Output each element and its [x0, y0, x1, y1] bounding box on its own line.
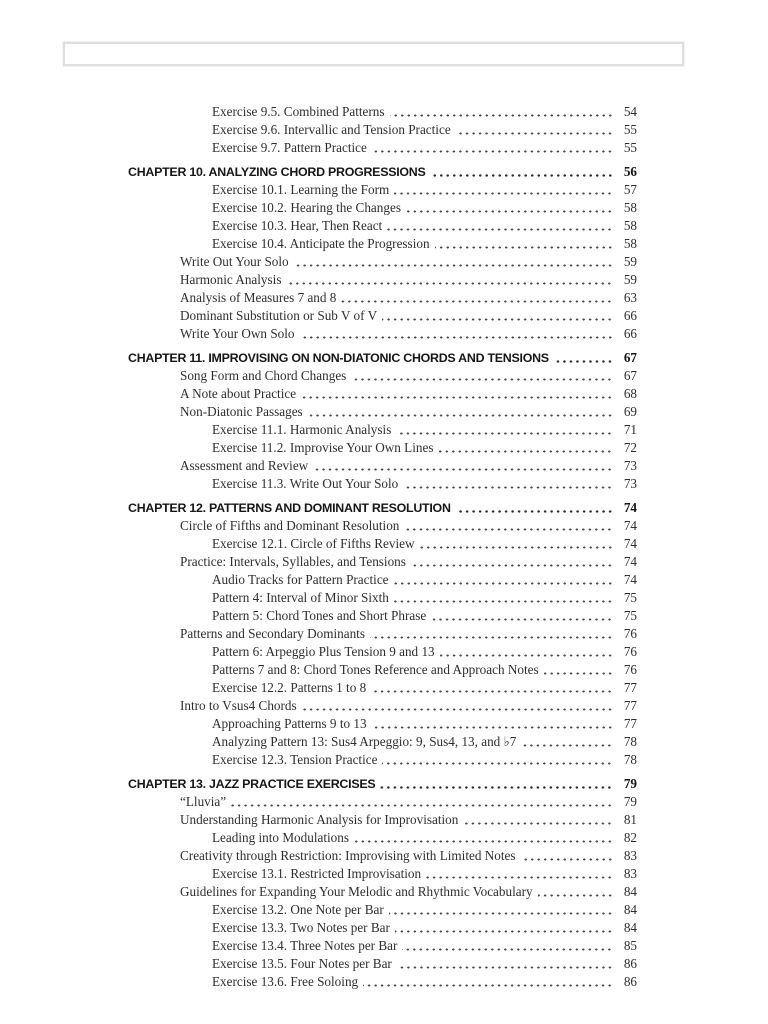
- toc-entry-page: 86: [623, 974, 637, 989]
- toc-chapter-row: [128, 349, 637, 367]
- toc-entry-page: 75: [623, 608, 637, 623]
- toc-entry-page: 74: [623, 500, 637, 515]
- toc-entry-row: [128, 271, 637, 289]
- toc-entry-label: Exercise 12.3. Tension Practice: [212, 752, 378, 767]
- dot-leader: [426, 865, 613, 883]
- dot-leader: [351, 367, 613, 385]
- toc-entry-row: [128, 217, 637, 235]
- toc-entry-page: 78: [623, 734, 637, 749]
- toc-entry-page: 68: [623, 386, 637, 401]
- dot-leader: [404, 517, 613, 535]
- toc-entry-row: [128, 811, 637, 829]
- dot-leader: [394, 181, 613, 199]
- toc-entry-page: 73: [623, 458, 637, 473]
- toc-entry-label: Exercise 12.1. Circle of Fifths Review: [212, 536, 415, 551]
- toc-entry-label: Exercise 13.5. Four Notes per Bar: [212, 956, 392, 971]
- toc-entry-row: [128, 253, 637, 271]
- dot-leader: [231, 793, 613, 811]
- toc-entry-label: Exercise 12.2. Patterns 1 to 8: [212, 680, 367, 695]
- dot-leader: [463, 811, 613, 829]
- dot-leader: [554, 349, 613, 367]
- toc-entry-page: 58: [623, 200, 637, 215]
- dot-leader: [538, 883, 613, 901]
- toc-chapter-row: [128, 775, 637, 793]
- dot-leader: [397, 955, 613, 973]
- toc-entry-row: [128, 865, 637, 883]
- dot-leader: [435, 235, 613, 253]
- toc-entry-row: [128, 385, 637, 403]
- dot-leader: [302, 697, 613, 715]
- toc-entry-row: [128, 661, 637, 679]
- toc-entry-label: A Note about Practice: [180, 386, 297, 401]
- dot-leader: [370, 625, 613, 643]
- toc-entry-row: [128, 235, 637, 253]
- dot-leader: [300, 325, 614, 343]
- dot-leader: [382, 307, 613, 325]
- toc-entry-row: [128, 751, 637, 769]
- toc-entry-page: 79: [623, 776, 637, 791]
- toc-entry-row: [128, 571, 637, 589]
- dot-leader: [396, 421, 613, 439]
- dot-leader: [372, 139, 613, 157]
- toc-entry-row: [128, 181, 637, 199]
- toc-entry-page: 84: [623, 902, 637, 917]
- toc-entry-label: Exercise 11.3. Write Out Your Solo: [212, 476, 399, 491]
- dot-leader: [382, 751, 613, 769]
- toc-entry-label: Understanding Harmonic Analysis for Improvisation: [180, 812, 459, 827]
- toc-entry-page: 76: [623, 662, 637, 677]
- toc-entry-row: [128, 901, 637, 919]
- toc-entry-page: 56: [623, 164, 637, 179]
- toc-entry-label: Leading into Modulations: [212, 830, 349, 845]
- dot-leader: [431, 607, 613, 625]
- dot-leader: [438, 439, 613, 457]
- dot-leader: [456, 121, 613, 139]
- toc-entry-label: Exercise 11.2. Improvise Your Own Lines: [212, 440, 434, 455]
- toc-entry-page: 79: [623, 794, 637, 809]
- dot-leader: [521, 847, 613, 865]
- toc-entry-row: [128, 715, 637, 733]
- toc-entry-label: Exercise 9.7. Pattern Practice: [212, 140, 367, 155]
- toc-entry-page: 74: [623, 518, 637, 533]
- toc-entry-label: Patterns and Secondary Dominants: [180, 626, 365, 641]
- toc-entry-label: Practice: Intervals, Syllables, and Tensions: [180, 554, 406, 569]
- dot-leader: [363, 973, 613, 991]
- toc-entry-page: 84: [623, 920, 637, 935]
- toc-entry-page: 54: [623, 104, 637, 119]
- dot-leader: [387, 217, 613, 235]
- dot-leader: [313, 457, 613, 475]
- toc-entry-row: [128, 919, 637, 937]
- toc-entry-row: [128, 937, 637, 955]
- toc-entry-page: 84: [623, 884, 637, 899]
- dot-leader: [394, 571, 613, 589]
- dot-leader: [354, 829, 613, 847]
- toc-entry-label: Exercise 13.1. Restricted Improvisation: [212, 866, 422, 881]
- toc-entry-row: [128, 439, 637, 457]
- toc-entry-page: 86: [623, 956, 637, 971]
- toc-entry-row: [128, 643, 637, 661]
- dot-leader: [301, 385, 613, 403]
- toc-entry-row: [128, 403, 637, 421]
- toc-entry-page: 69: [623, 404, 637, 419]
- toc-entry-row: [128, 139, 637, 157]
- empty-text-box[interactable]: [63, 42, 684, 66]
- toc-entry-label: Exercise 10.4. Anticipate the Progression: [212, 236, 430, 251]
- toc-entry-label: Analyzing Pattern 13: Sus4 Arpeggio: 9, Sus4, 13, and ♭7: [212, 734, 517, 749]
- toc-entry-row: [128, 367, 637, 385]
- toc-entry-row: [128, 307, 637, 325]
- toc-entry-row: [128, 121, 637, 139]
- toc-entry-page: 55: [623, 140, 637, 155]
- dot-leader: [411, 553, 613, 571]
- table-of-contents: [128, 103, 637, 991]
- toc-entry-page: 57: [623, 182, 637, 197]
- toc-entry-page: 58: [623, 236, 637, 251]
- toc-entry-page: 81: [623, 812, 637, 827]
- toc-entry-page: 74: [623, 554, 637, 569]
- toc-entry-label: Analysis of Measures 7 and 8: [180, 290, 337, 305]
- toc-entry-label: Intro to Vsus4 Chords: [180, 698, 297, 713]
- toc-entry-page: 75: [623, 590, 637, 605]
- toc-entry-label: Non-Diatonic Passages: [180, 404, 303, 419]
- toc-entry-page: 83: [623, 866, 637, 881]
- toc-entry-page: 74: [623, 536, 637, 551]
- dot-leader: [403, 475, 613, 493]
- toc-entry-label: Assessment and Review: [180, 458, 309, 473]
- toc-entry-label: Exercise 11.1. Harmonic Analysis: [212, 422, 392, 437]
- toc-chapter-row: [128, 499, 637, 517]
- toc-entry-label: Creativity through Restriction: Improvising with Limited Notes: [180, 848, 516, 863]
- toc-entry-row: [128, 589, 637, 607]
- toc-entry-page: 83: [623, 848, 637, 863]
- toc-entry-row: [128, 535, 637, 553]
- toc-entry-row: [128, 199, 637, 217]
- dot-leader: [371, 679, 613, 697]
- toc-entry-label: Exercise 13.3. Two Notes per Bar: [212, 920, 390, 935]
- toc-entry-label: Pattern 4: Interval of Minor Sixth: [212, 590, 389, 605]
- dot-leader: [456, 499, 613, 517]
- dot-leader: [402, 937, 613, 955]
- toc-entry-page: 77: [623, 680, 637, 695]
- toc-list: [128, 103, 637, 991]
- toc-entry-label: Pattern 6: Arpeggio Plus Tension 9 and 13: [212, 644, 435, 659]
- dot-leader: [372, 715, 613, 733]
- dot-leader: [389, 901, 613, 919]
- toc-entry-page: 73: [623, 476, 637, 491]
- dot-leader: [390, 103, 614, 121]
- toc-entry-page: 76: [623, 626, 637, 641]
- dot-leader: [341, 289, 613, 307]
- toc-entry-row: [128, 325, 637, 343]
- dot-leader: [420, 535, 613, 553]
- toc-entry-label: CHAPTER 10. ANALYZING CHORD PROGRESSIONS: [128, 165, 426, 179]
- dot-leader: [521, 733, 613, 751]
- toc-entry-label: Guidelines for Expanding Your Melodic and Rhythmic Vocabulary: [180, 884, 533, 899]
- toc-entry-label: Audio Tracks for Pattern Practice: [212, 572, 389, 587]
- toc-entry-label: CHAPTER 13. JAZZ PRACTICE EXERCISES: [128, 777, 376, 791]
- toc-entry-label: Exercise 13.2. One Note per Bar: [212, 902, 384, 917]
- toc-entry-row: [128, 553, 637, 571]
- toc-entry-page: 59: [623, 272, 637, 287]
- toc-entry-page: 59: [623, 254, 637, 269]
- dot-leader: [394, 589, 613, 607]
- toc-entry-row: [128, 955, 637, 973]
- toc-entry-page: 78: [623, 752, 637, 767]
- toc-entry-row: [128, 883, 637, 901]
- toc-entry-page: 72: [623, 440, 637, 455]
- toc-entry-label: Patterns 7 and 8: Chord Tones Reference and Approach Notes: [212, 662, 539, 677]
- toc-entry-label: Pattern 5: Chord Tones and Short Phrase: [212, 608, 427, 623]
- toc-entry-row: [128, 697, 637, 715]
- toc-entry-label: Exercise 10.2. Hearing the Changes: [212, 200, 401, 215]
- toc-entry-label: Exercise 13.6. Free Soloing: [212, 974, 359, 989]
- toc-entry-page: 66: [623, 308, 637, 323]
- toc-entry-label: “Lluvia”: [180, 794, 227, 809]
- toc-entry-label: Approaching Patterns 9 to 13: [212, 716, 367, 731]
- dot-leader: [286, 271, 613, 289]
- toc-entry-row: [128, 103, 637, 121]
- toc-entry-label: Write Out Your Solo: [180, 254, 289, 269]
- dot-leader: [308, 403, 613, 421]
- toc-entry-page: 77: [623, 716, 637, 731]
- toc-entry-page: 55: [623, 122, 637, 137]
- toc-entry-label: Exercise 13.4. Three Notes per Bar: [212, 938, 398, 953]
- toc-entry-page: 66: [623, 326, 637, 341]
- toc-entry-row: [128, 829, 637, 847]
- toc-entry-row: [128, 607, 637, 625]
- dot-leader: [395, 919, 613, 937]
- toc-entry-row: [128, 733, 637, 751]
- toc-entry-row: [128, 475, 637, 493]
- toc-entry-label: Harmonic Analysis: [180, 272, 282, 287]
- toc-entry-row: [128, 679, 637, 697]
- toc-entry-label: Exercise 9.5. Combined Patterns: [212, 104, 385, 119]
- toc-entry-page: 74: [623, 572, 637, 587]
- toc-entry-label: Exercise 9.6. Intervallic and Tension Practice: [212, 122, 451, 137]
- toc-entry-page: 67: [623, 350, 637, 365]
- toc-entry-label: CHAPTER 11. IMPROVISING ON NON-DIATONIC CHORDS AND TENSIONS: [128, 351, 549, 365]
- toc-entry-page: 63: [623, 290, 637, 305]
- toc-entry-page: 71: [623, 422, 637, 437]
- toc-entry-row: [128, 289, 637, 307]
- toc-entry-label: Exercise 10.3. Hear, Then React: [212, 218, 383, 233]
- dot-leader: [406, 199, 613, 217]
- toc-entry-row: [128, 457, 637, 475]
- dot-leader: [380, 775, 613, 793]
- dot-leader: [440, 643, 613, 661]
- toc-entry-label: Write Your Own Solo: [180, 326, 295, 341]
- toc-entry-row: [128, 847, 637, 865]
- toc-entry-page: 77: [623, 698, 637, 713]
- toc-entry-label: Exercise 10.1. Learning the Form: [212, 182, 390, 197]
- toc-entry-label: Circle of Fifths and Dominant Resolution: [180, 518, 400, 533]
- toc-entry-row: [128, 421, 637, 439]
- toc-entry-row: [128, 517, 637, 535]
- toc-entry-page: 58: [623, 218, 637, 233]
- toc-chapter-row: [128, 163, 637, 181]
- toc-entry-row: [128, 625, 637, 643]
- dot-leader: [294, 253, 613, 271]
- toc-entry-row: [128, 973, 637, 991]
- dot-leader: [544, 661, 613, 679]
- toc-entry-label: Dominant Substitution or Sub V of V: [180, 308, 378, 323]
- toc-entry-page: 82: [623, 830, 637, 845]
- dot-leader: [431, 163, 613, 181]
- toc-entry-label: Song Form and Chord Changes: [180, 368, 347, 383]
- toc-entry-row: [128, 793, 637, 811]
- toc-entry-page: 85: [623, 938, 637, 953]
- toc-entry-page: 67: [623, 368, 637, 383]
- toc-entry-page: 76: [623, 644, 637, 659]
- toc-entry-label: CHAPTER 12. PATTERNS AND DOMINANT RESOLUTION: [128, 501, 451, 515]
